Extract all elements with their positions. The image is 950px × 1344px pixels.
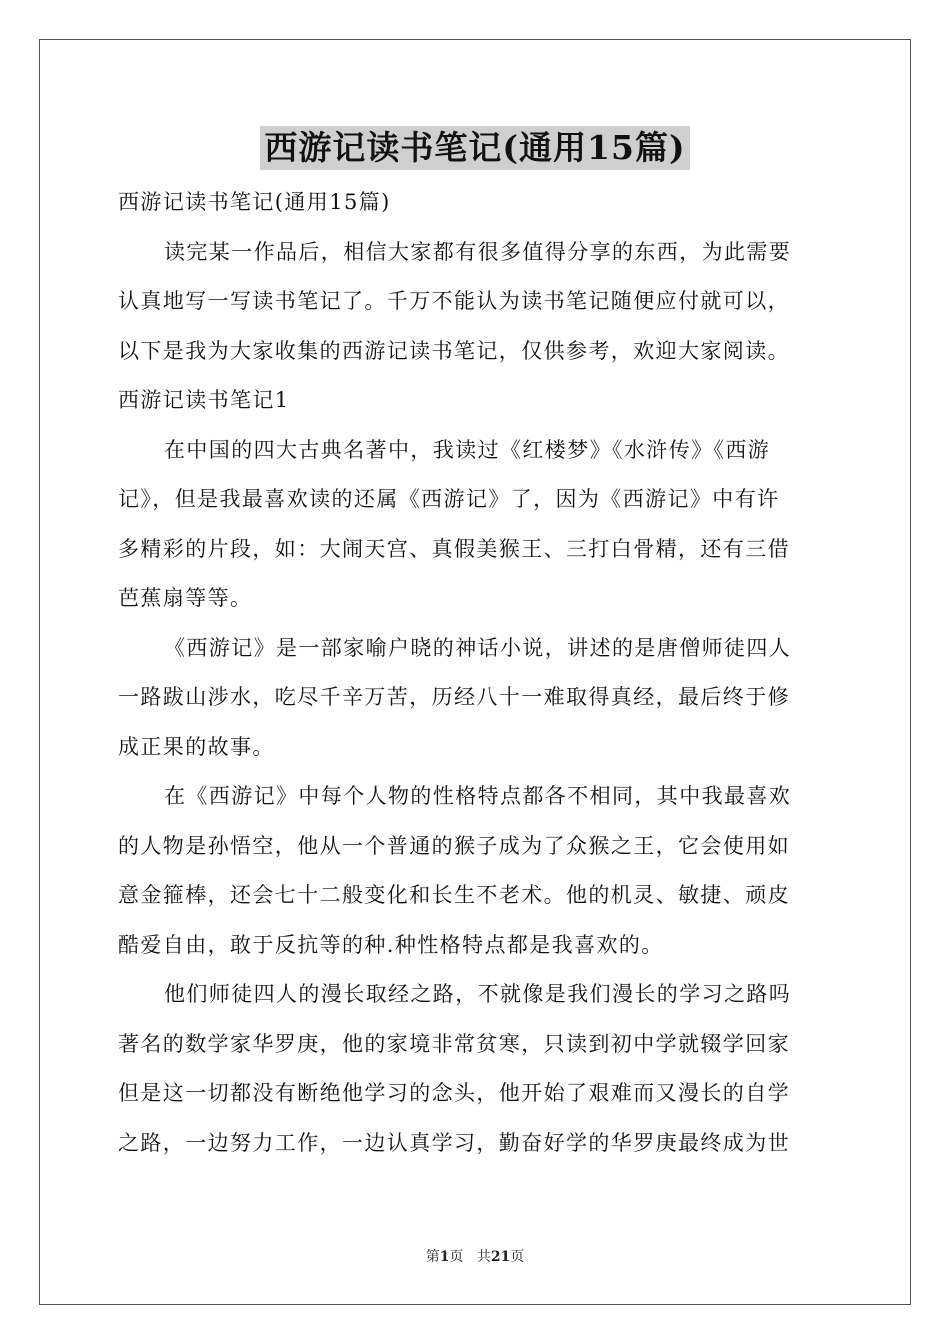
page-footer (0, 1246, 950, 1266)
text-line: 《西游记》是一部家喻户晓的神话小说，讲述的是唐僧师徒四人 (164, 635, 792, 660)
text-line: 但是这一切都没有断绝他学习的念头，他开始了艰难而又漫长的自学 (118, 1081, 790, 1105)
text-line: 多精彩的片段，如：大闹天宫、真假美猴王、三打白骨精，还有三借 (118, 536, 790, 561)
text-line: 在中国的四大古典名著中，我读过《红楼梦》《水浒传》《西游 (164, 437, 771, 462)
text-line: 以下是我为大家收集的西游记读书笔记，仅供参考，欢迎大家阅读。 (118, 338, 790, 363)
text-line: 芭蕉扇等等。 (118, 586, 253, 610)
text-line: 的人物是孙悟空，他从一个普通的猴子成为了众猴之王，它会使用如 (118, 833, 790, 858)
text-line: 成正果的故事。 (118, 734, 275, 759)
document-title: 西游记读书笔记(通用15篇) (260, 126, 689, 170)
text-line: 著名的数学家华罗庚，他的家境非常贫寒，只读到初中学就辍学回家 (118, 1031, 790, 1056)
text-line: 他们师徒四人的漫长取经之路，不就像是我们漫长的学习之路吗 (164, 982, 792, 1006)
text-line: 西游记读书笔记1 (118, 388, 290, 412)
text-line: 酷爱自由，敢于反抗等的种.种性格特点都是我喜欢的。 (118, 932, 664, 957)
text-line: 记》，但是我最喜欢读的还属《西游记》了，因为《西游记》中有许 (118, 487, 780, 511)
footer-prefix: 第 (425, 1249, 440, 1265)
text-line: 读完某一作品后，相信大家都有很多值得分享的东西，为此需要 (164, 239, 792, 264)
text-line: 一路跋山涉水，吃尽千辛万苦，历经八十一难取得真经，最后终于修 (118, 685, 790, 709)
footer-total-suffix: 页 (510, 1249, 525, 1265)
footer-page-suffix: 页 (449, 1249, 464, 1265)
total-page-number: 21 (490, 1249, 511, 1265)
text-line: 之路，一边努力工作，一边认真学习，勤奋好学的华罗庚最终成为世 (118, 1130, 790, 1155)
footer-total-prefix: 共 (476, 1249, 491, 1265)
text-line: 在《西游记》中每个人物的性格特点都各不相同，其中我最喜欢 (164, 784, 792, 808)
document-body (118, 178, 836, 1168)
current-page-number: 1 (439, 1249, 450, 1265)
title-container (0, 126, 950, 170)
text-line: 西游记读书笔记(通用15篇) (118, 190, 391, 214)
text-line: 认真地写一写读书笔记了。千万不能认为读书笔记随便应付就可以， (118, 289, 790, 313)
text-line: 意金箍棒，还会七十二般变化和长生不老术。他的机灵、敏捷、顽皮 (118, 883, 790, 907)
